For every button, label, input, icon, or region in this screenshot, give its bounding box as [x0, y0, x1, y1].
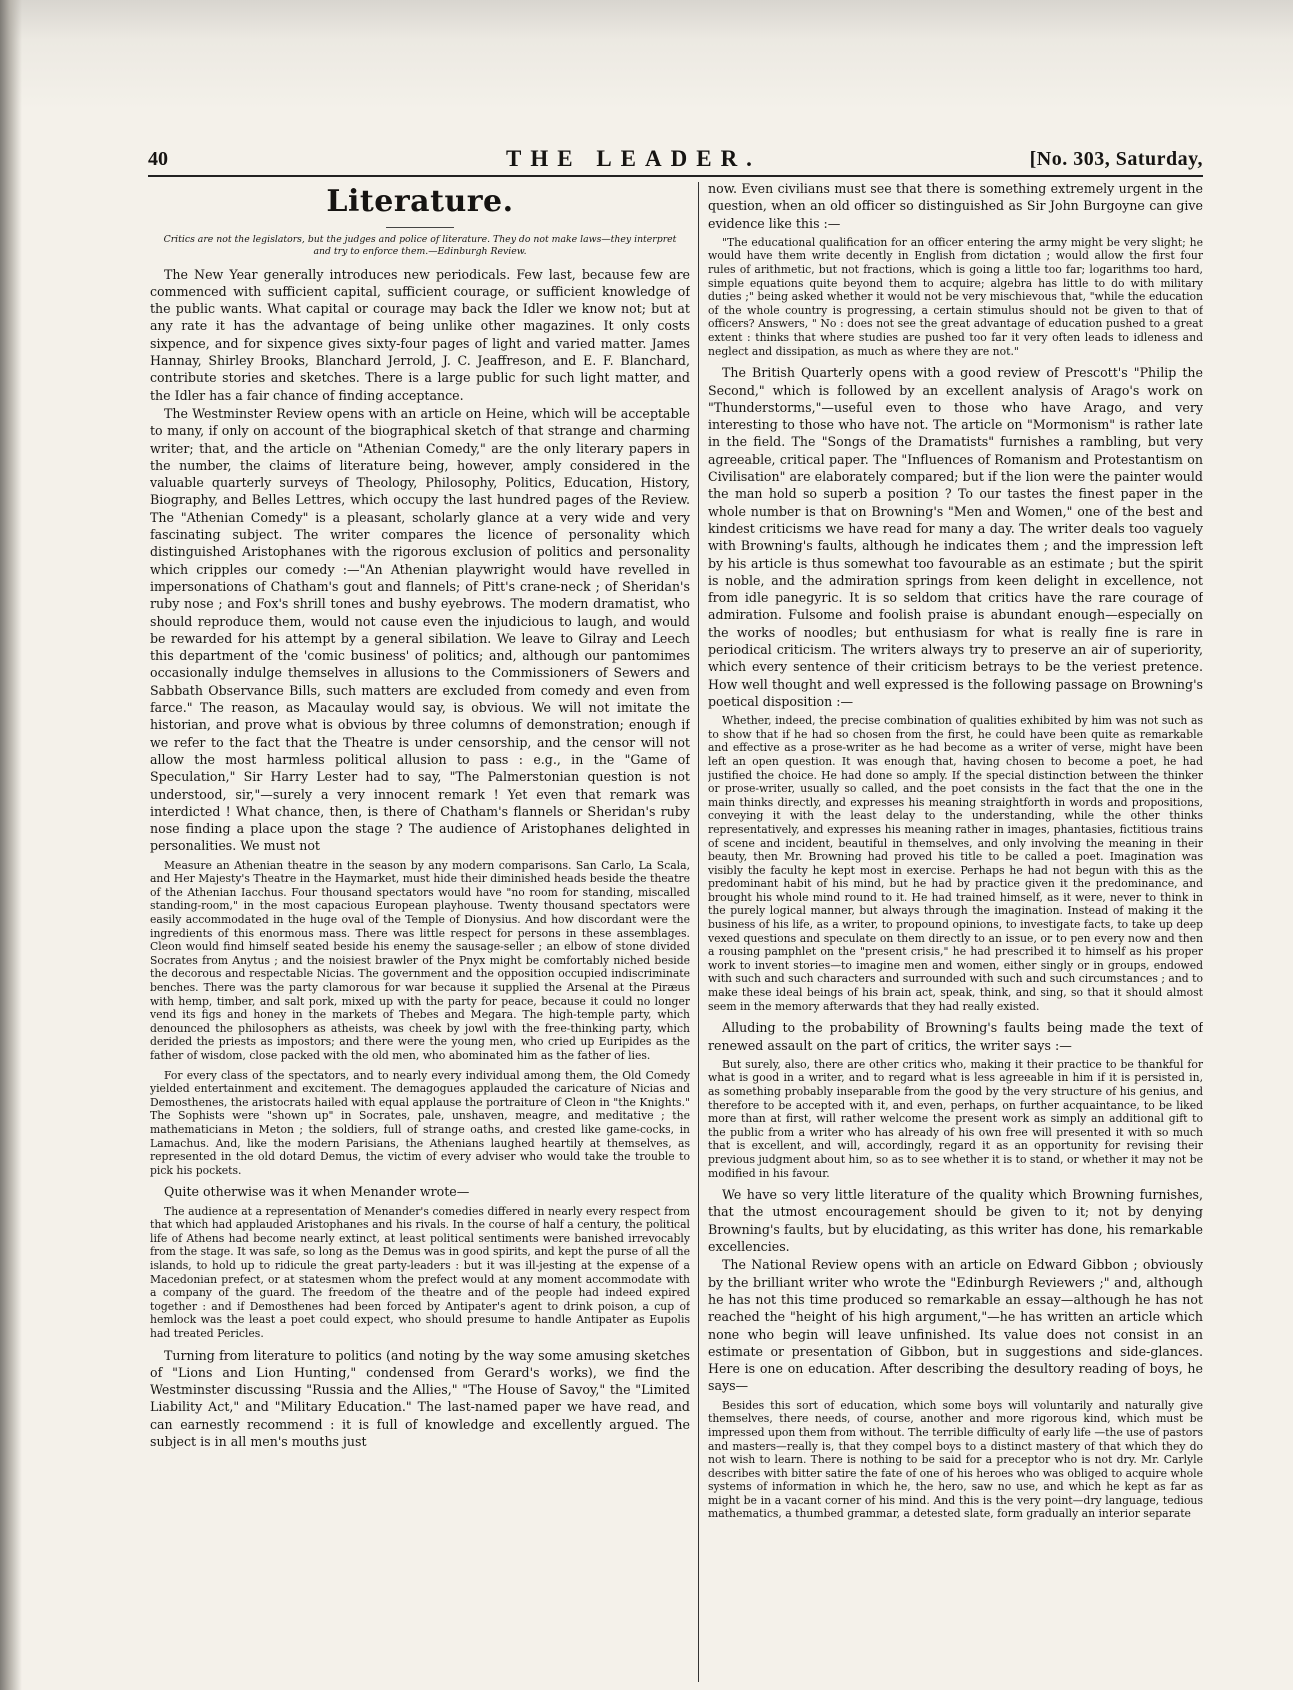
page-header: [148, 146, 1203, 172]
block-quote: "The educational qualification for an officer entering the army might be very slight; he would have them write decently in English from dictation ; would allow the first four rules of arithmetic, but not fractions, which is going a little too far; logarithms too hard, simple equations quite beyond them to acquire; algebra has little to do with military duties ;" being asked whether it would not be very mischievous that, "while the education of the whole country is progressing, a certain stimulus should not be given to that of officers? Answers, " No : does not see the great advantage of education pushed to a great extent : thinks that where studies are pushed too far it very often leads to idleness and neglect and dissipation, as much as where they are not.": [708, 235, 1203, 358]
epigraph: Critics are not the legislators, but the judges and police of literature. They do not make laws—they interpret and try to enforce them.—Edinburgh Review.: [163, 234, 677, 257]
paragraph: The British Quarterly opens with a good review of Prescott's "Philip the Second," which is followed by an excellent analysis of Arago's work on "Thunderstorms,"—useful even to those who have Arago, and very interesting to those who have not. The article on "Mormonism" is rather late in the field. The "Songs of the Dramatists" furnishes a rambling, but very agreeable, critical paper. The "Influences of Romanism and Protestantism on Civilisation" are elaborately compared; but if the lion were the painter would the man hold so superb a position ? To our tastes the finest paper in the whole number is that on Browning's "Men and Women," one of the best and kindest criticisms we have read for many a day. The writer deals too vaguely with Browning's faults, although he indicates them ; and the impression left by his article is thus somewhat too favourable as an estimate ; but the spirit is noble, and the admiration springs from keen delight in excellence, not from idle panegyric. It is so seldom that critics have the rare courage of admiration. Fulsome and foolish praise is abundant enough—especially on the works of noodles; but enthusiasm for what is really fine is rare in periodical criticism. The writers always try to preserve an air of superiority, which every sentence of their criticism betrays to be the veriest pretence. How well thought and well expressed is the following passage on Browning's poetical disposition :—: [708, 365, 1203, 709]
masthead: THE LEADER.: [506, 146, 761, 171]
paragraph: The New Year generally introduces new periodicals. Few last, because few are commenced with sufficient capital, sufficient courage, or sufficient knowledge of the public wants. What capital or courage may back the Idler we know not; but at any rate it has the advantage of being unlike other magazines. It only costs sixpence, and for sixpence gives sixty-four pages of light and varied matter. James Hannay, Shirley Brooks, Blanchard Jerrold, J. C. Jeaffreson, and E. F. Blanchard, contribute stories and sketches. There is a large public for such light matter, and the Idler has a fair chance of finding acceptance.: [150, 266, 690, 403]
block-quote: For every class of the spectators, and to nearly every individual among them, the Old Comedy yielded entertainment and excitement. The demagogues applauded the caricature of Nicias and Demosthenes, the aristocrats hailed with equal applause the portraiture of Cleon in "the Knights." The Sophists were "shown up" in Socrates, pale, unshaven, meagre, and meditative ; the mathematicians in Meton ; the soldiers, full of strange oaths, and crested like game-cocks, in Lamachus. And, like the modern Parisians, the Athenians laughed heartily at themselves, as represented in the old dotard Demus, the victim of every adviser who would take the trouble to pick his pockets.: [150, 1068, 690, 1177]
title-rule: [386, 227, 454, 228]
right-column: [708, 180, 1203, 1685]
paragraph: We have so very little literature of the quality which Browning furnishes, that the utmost encouragement should be given to it; not by denying Browning's faults, but by elucidating, as this writer has done, his remarkable excellencies.: [708, 1187, 1203, 1255]
paragraph: Turning from literature to politics (and noting by the way some amusing sketches of "Lions and Lion Hunting," condensed from Gerard's works), we find the Westminster discussing "Russia and the Allies," "The House of Savoy," the "Limited Liability Act," and "Military Education." The last-named paper we have read, and can earnestly recommend : it is full of knowledge and excellently argued. The subject is in all men's mouths just: [150, 1347, 690, 1450]
block-quote: The audience at a representation of Menander's comedies differed in nearly every respect from that which had applauded Aristophanes and his rivals. In the course of half a century, the political life of Athens had become nearly extinct, at least political sentiments were banished irrevocably from the stage. It was safe, so long as the Demus was in good spirits, and kept the purse of all the islands, to hold up to ridicule the great party-leaders : but it was ill-jesting at the expense of a Macedonian prefect, or at statesmen whom the prefect would at any moment accommodate with a company of the guard. The freedom of the theatre and of the people had indeed expired together : and if Demosthenes had been forced by Antipater's agent to drink poison, a cup of hemlock was the least a poet could expect, who should presume to handle Antipater as Eupolis had treated Pericles.: [150, 1204, 690, 1340]
paragraph: The Westminster Review opens with an article on Heine, which will be acceptable to many, if only on account of the biographical sketch of that strange and charming writer; that, and the article on "Athenian Comedy," are the only literary papers in the number, the claims of literature being, however, amply considered in the valuable quarterly surveys of Theology, Philosophy, Politics, Education, History, Biography, and Belles Lettres, which occupy the last hundred pages of the Review. The "Athenian Comedy" is a pleasant, scholarly glance at a very wide and very fascinating subject. The writer compares the licence of personality which distinguished Aristophanes with the rigorous exclusion of politics and personality which cripples our comedy :—"An Athenian playwright would have revelled in impersonations of Chatham's gout and flannels; of Pitt's crane-neck ; of Sheridan's ruby nose ; and Fox's shrill tones and bushy eyebrows. The modern dramatist, who should reproduce them, would not cause even the injudicious to laugh, and would be rewarded for his attempt by a general sibilation. We leave to Gilray and Leech this department of the 'comic business' of politics; and, although our pantomimes occasionally indulge themselves in allusions to the Commissioners of Sewers and Sabbath Observance Bills, such matters are excluded from comedy and even from farce." The reason, as Macaulay would say, is obvious. We will not imitate the historian, and prove what is obvious by three columns of demonstration; enough if we refer to the fact that the Theatre is under censorship, and the censor will not allow the most harmless political allusion to pass : e.g., in the "Game of Speculation," Sir Harry Lester had to say, "The Palmerstonian question is not understood, sir,"—surely a very innocent remark ! Yet even that remark was interdicted ! What chance, then, is there of Chatham's flannels or Sheridan's ruby nose finding a place upon the stage ? The audience of Aristophanes delighted in personalities. We must not: [150, 405, 690, 854]
paragraph: Alluding to the probability of Browning's faults being made the text of renewed assault on the part of critics, the writer says :—: [708, 1020, 1203, 1053]
header-rule: [148, 175, 1203, 177]
issue-info: [No. 303, Saturday,: [1029, 148, 1203, 170]
binding-shadow: [0, 0, 22, 1690]
page-number: 40: [148, 148, 168, 170]
paragraph: now. Even civilians must see that there is something extremely urgent in the question, when an old officer so distinguished as Sir John Burgoyne can give evidence like this :—: [708, 181, 1203, 231]
block-quote: Whether, indeed, the precise combination of qualities exhibited by him was not such as to show that if he had so chosen from the first, he could have been quite as remarkable and effective as a prose-writer as he had become as a writer of verse, might have been left an open question. It was enough that, having chosen to become a poet, he had justified the choice. He had done so amply. If the special distinction between the thinker or prose-writer, usually so called, and the poet consists in the fact that the one in the main thinks directly, and expresses his meaning straightforth in words and propositions, conveying it with the least delay to the understanding, while the other thinks representatively, and expresses his meaning rather in images, phantasies, fictitious trains of scene and incident, beautiful in themselves, and only involving the meaning in their beauty, then Mr. Browning had proved his title to be called a poet. Imagination was visibly the faculty he kept most in exercise. Perhaps he had not begun with this as the predominant habit of his mind, but he had by practice given it the predominance, and brought his whole mind round to it. He had trained himself, as it were, never to think in the purely logical manner, but always through the imagination. Instead of making it the business of his life, as a writer, to propound opinions, to investigate facts, to take up deep vexed questions and speculate on them directly to an issue, or to pen every now and then a rousing pamphlet on the "present crisis," he had prescribed it to himself as his proper work to invent stories—to imagine men and women, either singly or in groups, endowed with such and such characters and surrounded with such and such circumstances ; and to make these ideal beings of his brain act, speak, think, and sing, so that it should almost seem in the memory afterwards that they had really existed.: [708, 714, 1203, 1013]
paragraph: Quite otherwise was it when Menander wrote—: [164, 1184, 470, 1200]
section-title: Literature.: [326, 184, 514, 219]
block-quote: Measure an Athenian theatre in the season by any modern comparisons. San Carlo, La Scala, and Her Majesty's Theatre in the Haymarket, must hide their diminished heads beside the theatre of the Athenian Iacchus. Four thousand spectators would have "no room for standing, miscalled standing-room," in the most capacious European playhouse. Twenty thousand spectators were easily accommodated in the huge oval of the Temple of Dionysius. And how discordant were the ingredients of this enormous mass. There was little respect for persons in these assemblages. Cleon would find himself seated beside his enemy the sausage-seller ; an elbow of stone divided Socrates from Anytus ; and the noisiest brawler of the Pnyx might be comfortably niched beside the decorous and respectable Nicias. The government and the opposition occupied indiscriminate benches. There was the party clamorous for war because it supplied the Arsenal at the Piræus with hemp, timber, and salt pork, mixed up with the party for peace, because it could no longer vend its figs and honey in the markets of Thebes and Megara. The high-temple party, which denounced the philosophers as atheists, was cheek by jowl with the free-thinking party, which derided the priests as impostors; and there were the young men, who cried up Euripides as the father of wisdom, close packed with the old men, who abominated him as the father of lies.: [150, 858, 690, 1062]
block-quote: Besides this sort of education, which some boys will voluntarily and naturally give themselves, there needs, of course, another and more rigorous kind, which must be impressed upon them from without. The terrible difficulty of early life —the use of pastors and masters—really is, that they compel boys to a distinct mastery of that which they do not wish to learn. There is nothing to be said for a preceptor who is not dry. Mr. Carlyle describes with bitter satire the fate of one of his heroes who was obliged to acquire whole systems of information in which he, the hero, saw no use, and which he kept as far as might be in a vacant corner of his mind. And this is the very point—dry language, tedious mathematics, a thumbed grammar, a detested slate, form gradually an interior separate: [708, 1398, 1203, 1521]
paragraph: The National Review opens with an article on Edward Gibbon ; obviously by the brilliant writer who wrote the "Edinburgh Reviewers ;" and, although he has not this time produced so remarkable an essay—although he has not reached the "height of his high argument,"—he has written an article which none who begin will leave unfinished. Its value does not consist in an estimate or presentation of Gibbon, but in suggestions and side-glances. Here is one on education. After describing the desultory reading of boys, he says—: [708, 1257, 1203, 1394]
column-divider: [698, 182, 699, 1682]
left-column: [150, 180, 690, 1685]
block-quote: But surely, also, there are other critics who, making it their practice to be thankful for what is good in a writer, and to regard what is less agreeable in him if it is persisted in, as something probably inseparable from the good by the very structure of his genius, and therefore to be accepted with it, and even, perhaps, on further acquaintance, to be liked more than at first, will rather welcome the present work as simply an additional gift to the public from a writer who has already of his own free will presented it with so much that is excellent, and will, accordingly, regard it as an opportunity for revising their previous judgment about him, so as to see whether it is to stand, or whether it may not be modified in his favour.: [708, 1057, 1203, 1180]
